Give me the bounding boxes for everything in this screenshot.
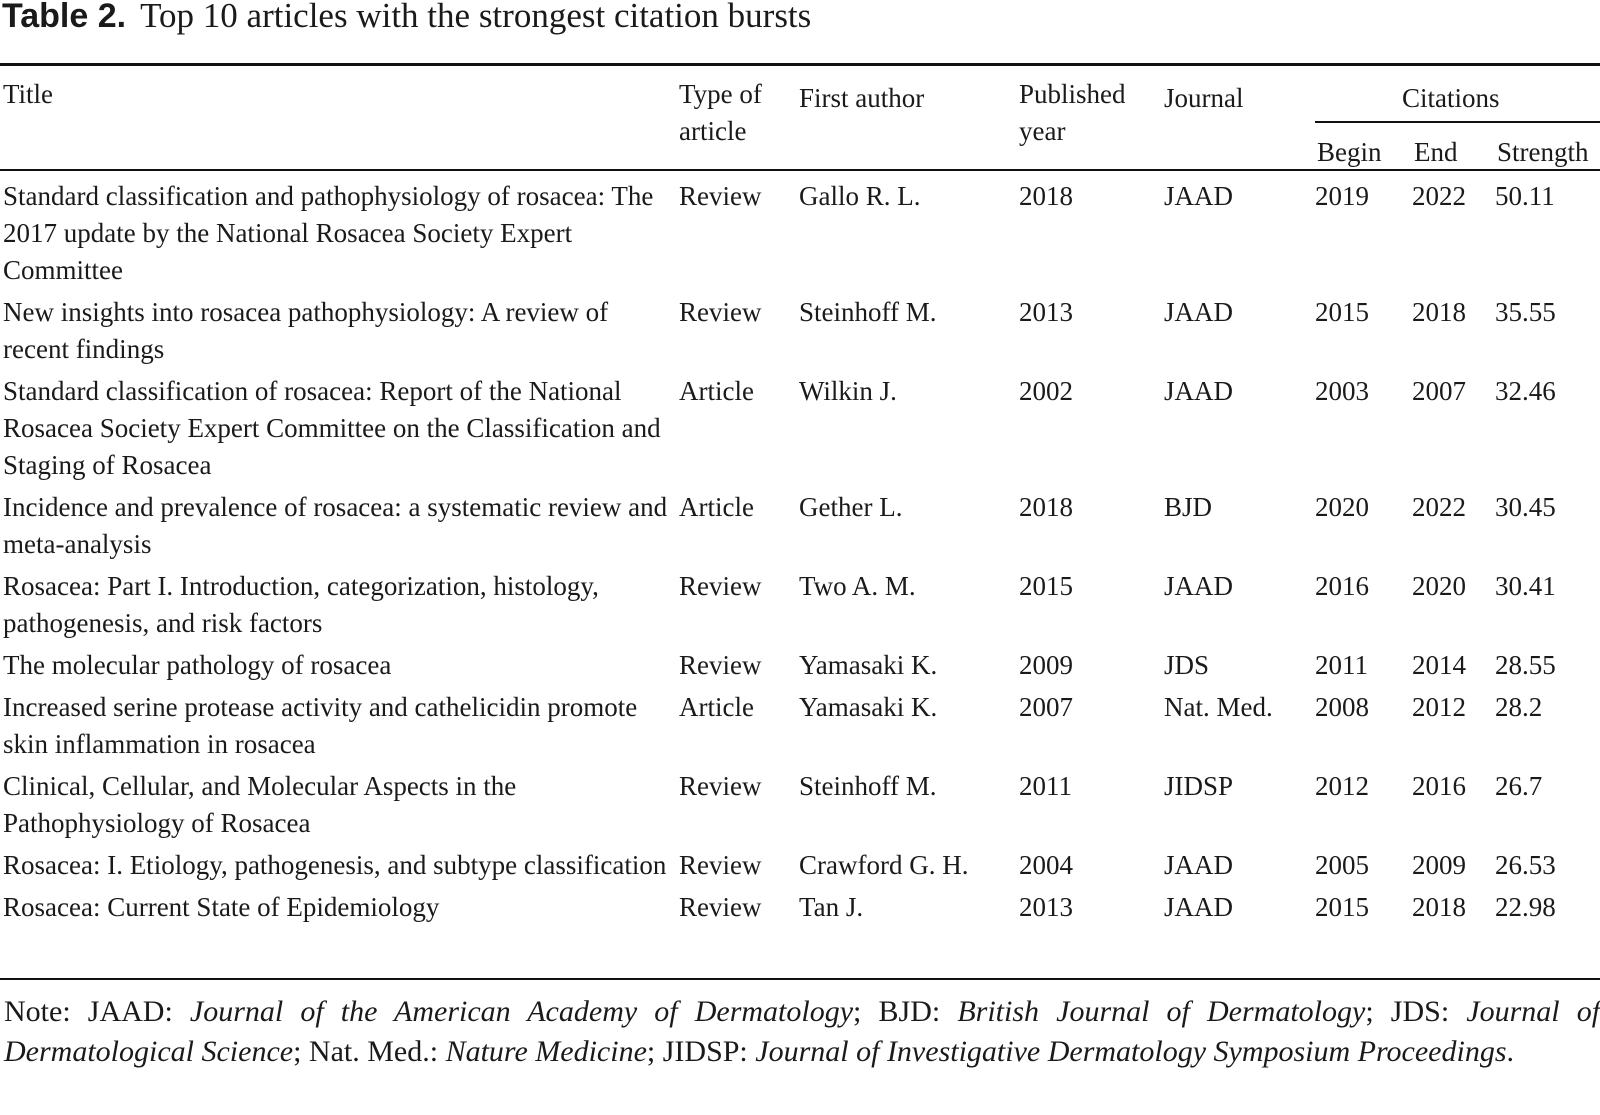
note-abbreviation: JAAD:	[87, 995, 173, 1028]
cell-begin: 2019	[1315, 181, 1369, 211]
cell-first-author: Wilkin J.	[799, 376, 897, 406]
cell-strength: 26.53	[1495, 850, 1556, 880]
cell-published-year: 2018	[1019, 492, 1073, 522]
bottom-rule	[0, 978, 1600, 980]
table-label: Table 2.	[2, 0, 127, 35]
cell-strength: 28.2	[1495, 692, 1543, 722]
cell-end: 2007	[1412, 376, 1466, 406]
header-journal: Journal	[1164, 83, 1244, 113]
table-row	[0, 689, 1600, 768]
citations-subrule	[1315, 121, 1600, 123]
cell-first-author: Steinhoff M.	[799, 771, 937, 801]
cell-begin: 2015	[1315, 297, 1369, 327]
header-published-year	[1019, 76, 1126, 150]
cell-first-author: Crawford G. H.	[799, 850, 969, 880]
cell-end: 2022	[1412, 492, 1466, 522]
header-rule	[0, 169, 1600, 171]
cell-published-year: 2002	[1019, 376, 1073, 406]
table-row	[0, 373, 1600, 489]
cell-journal: JAAD	[1164, 376, 1234, 406]
cell-title: Rosacea: I. Etiology, pathogenesis, and subtype classification	[3, 850, 667, 880]
cell-begin: 2020	[1315, 492, 1369, 522]
cell-end: 2009	[1412, 850, 1466, 880]
table-note	[4, 992, 1600, 1072]
cell-type: Review	[679, 771, 762, 801]
table-row	[0, 847, 1600, 889]
cell-title: The molecular pathology of rosacea	[3, 650, 392, 680]
cell-end: 2012	[1412, 692, 1466, 722]
cell-title: Standard classification and pathophysiology of rosacea: The 2017 update by the National Rosacea Society Expert Committee	[3, 181, 654, 285]
cell-strength: 30.45	[1495, 492, 1556, 522]
header-begin: Begin	[1317, 137, 1382, 167]
note-separator: ;	[853, 995, 862, 1028]
cell-title: Rosacea: Current State of Epidemiology	[3, 892, 440, 922]
table-row	[0, 178, 1600, 294]
cell-first-author: Yamasaki K.	[799, 692, 938, 722]
cell-type: Article	[679, 492, 754, 522]
cell-begin: 2015	[1315, 892, 1369, 922]
cell-journal: JDS	[1164, 650, 1210, 680]
note-journal-name: British Journal of Dermatology	[957, 995, 1366, 1028]
note-abbreviation: JIDSP:	[662, 1035, 748, 1068]
cell-strength: 50.11	[1495, 181, 1555, 211]
cell-journal: JAAD	[1164, 850, 1234, 880]
table-row	[0, 489, 1600, 568]
cell-begin: 2012	[1315, 771, 1369, 801]
table-row	[0, 768, 1600, 847]
table-caption	[2, 0, 811, 36]
note-separator: ;	[646, 1035, 656, 1068]
note-separator: ;	[1365, 995, 1374, 1028]
cell-type: Review	[679, 181, 762, 211]
cell-strength: 30.41	[1495, 571, 1556, 601]
cell-title: Clinical, Cellular, and Molecular Aspects in the Pathophysiology of Rosacea	[3, 771, 517, 838]
note-journal-name: Journal of Investigative Dermatology Symposium Proceedings	[755, 1035, 1507, 1068]
header-type-line2: article	[679, 116, 747, 146]
header-title: Title	[3, 79, 54, 109]
note-separator: .	[1506, 1035, 1515, 1068]
note-abbreviation: Nat. Med.:	[308, 1035, 439, 1068]
cell-end: 2020	[1412, 571, 1466, 601]
cell-published-year: 2004	[1019, 850, 1073, 880]
cell-first-author: Gether L.	[799, 492, 903, 522]
note-journal-name: Journal of Dermatological Science	[4, 995, 1600, 1068]
cell-journal: JAAD	[1164, 181, 1234, 211]
cell-first-author: Tan J.	[799, 892, 864, 922]
note-journal-name: Journal of the American Academy of Dermatology	[189, 995, 854, 1028]
top-rule	[0, 63, 1600, 66]
cell-end: 2016	[1412, 771, 1466, 801]
table-row	[0, 568, 1600, 647]
cell-strength: 32.46	[1495, 376, 1556, 406]
header-year-line2: year	[1019, 116, 1066, 146]
header-strength: Strength	[1497, 137, 1589, 167]
cell-begin: 2016	[1315, 571, 1369, 601]
table-row	[0, 889, 1600, 931]
note-prefix: Note:	[4, 995, 71, 1028]
cell-title: New insights into rosacea pathophysiology: A review of recent findings	[3, 297, 609, 364]
cell-journal: JAAD	[1164, 297, 1234, 327]
cell-journal: BJD	[1164, 492, 1213, 522]
cell-published-year: 2009	[1019, 650, 1073, 680]
header-citations: Citations	[1402, 83, 1500, 113]
cell-type: Review	[679, 650, 762, 680]
cell-type: Article	[679, 692, 754, 722]
note-journal-name: Nature Medicine	[445, 1035, 647, 1068]
header-first-author: First author	[799, 83, 925, 113]
cell-title: Rosacea: Part I. Introduction, categorization, histology, pathogenesis, and risk factors	[3, 571, 599, 638]
cell-type: Review	[679, 892, 762, 922]
header-year-line1: Published	[1019, 79, 1126, 109]
cell-strength: 26.7	[1495, 771, 1543, 801]
note-separator: ;	[293, 1035, 302, 1068]
cell-begin: 2011	[1315, 650, 1368, 680]
header-end: End	[1414, 137, 1458, 167]
articles-table	[0, 178, 1600, 931]
table-body	[0, 178, 1600, 931]
cell-first-author: Gallo R. L.	[799, 181, 921, 211]
cell-type: Review	[679, 850, 762, 880]
cell-end: 2022	[1412, 181, 1466, 211]
cell-title: Incidence and prevalence of rosacea: a systematic review and meta-analysis	[3, 492, 668, 559]
table-row	[0, 294, 1600, 373]
cell-type: Review	[679, 571, 762, 601]
cell-published-year: 2013	[1019, 297, 1073, 327]
cell-journal: JAAD	[1164, 571, 1234, 601]
cell-published-year: 2013	[1019, 892, 1073, 922]
cell-first-author: Steinhoff M.	[799, 297, 937, 327]
cell-strength: 22.98	[1495, 892, 1556, 922]
cell-strength: 35.55	[1495, 297, 1556, 327]
cell-type: Review	[679, 297, 762, 327]
table-row	[0, 647, 1600, 689]
header-type-line1: Type of	[679, 79, 762, 109]
cell-begin: 2008	[1315, 692, 1369, 722]
cell-begin: 2005	[1315, 850, 1369, 880]
cell-end: 2014	[1412, 650, 1466, 680]
table-title: Top 10 articles with the strongest citation bursts	[140, 0, 812, 35]
cell-type: Article	[679, 376, 754, 406]
cell-published-year: 2018	[1019, 181, 1073, 211]
cell-first-author: Yamasaki K.	[799, 650, 938, 680]
cell-journal: JAAD	[1164, 892, 1234, 922]
cell-strength: 28.55	[1495, 650, 1556, 680]
cell-begin: 2003	[1315, 376, 1369, 406]
note-abbreviation: BJD:	[878, 995, 941, 1028]
cell-journal: JIDSP	[1164, 771, 1234, 801]
cell-published-year: 2007	[1019, 692, 1073, 722]
cell-published-year: 2011	[1019, 771, 1072, 801]
note-abbreviation: JDS:	[1390, 995, 1450, 1028]
header-type	[679, 76, 762, 150]
cell-end: 2018	[1412, 297, 1466, 327]
cell-end: 2018	[1412, 892, 1466, 922]
cell-title: Standard classification of rosacea: Report of the National Rosacea Society Expert Committee on the Classification and Staging of Rosacea	[3, 376, 661, 480]
cell-published-year: 2015	[1019, 571, 1073, 601]
cell-first-author: Two A. M.	[799, 571, 916, 601]
cell-journal: Nat. Med.	[1164, 692, 1273, 722]
cell-title: Increased serine protease activity and cathelicidin promote skin inflammation in rosacea	[3, 692, 638, 759]
